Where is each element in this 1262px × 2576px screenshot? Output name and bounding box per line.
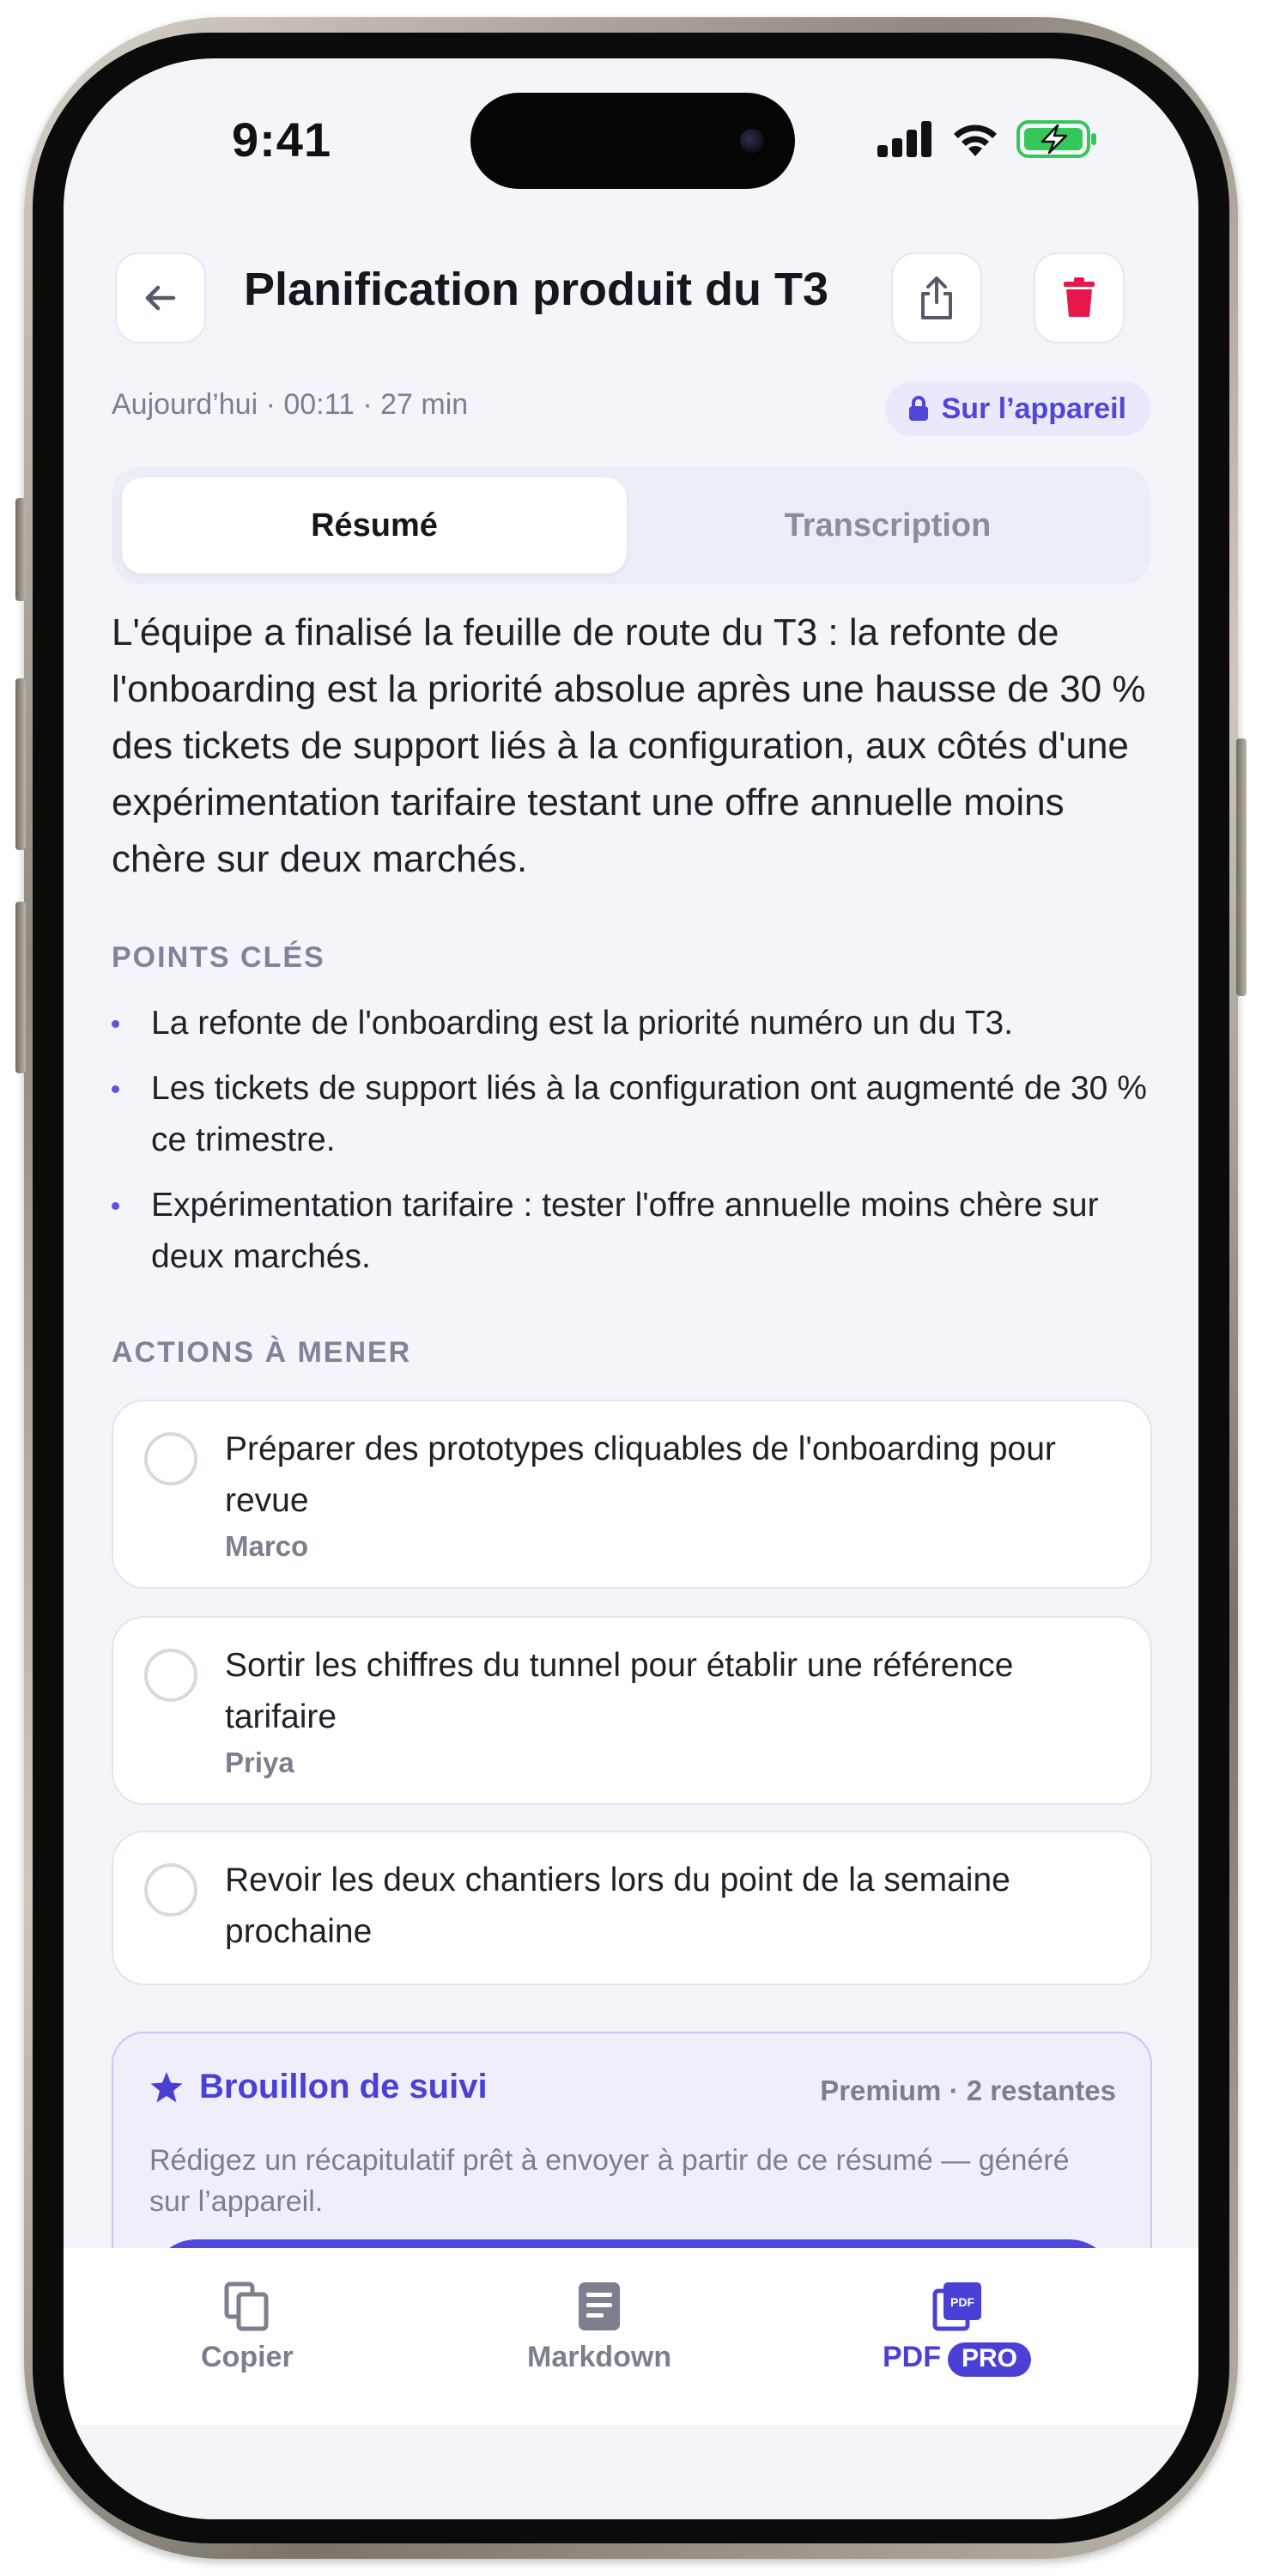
copy-label: Copier (201, 2341, 294, 2373)
markdown-button[interactable] (527, 2281, 671, 2374)
action-checkbox[interactable] (144, 1649, 197, 1702)
pdf-text: PDF (883, 2341, 941, 2373)
delete-button[interactable] (1034, 252, 1125, 343)
on-device-label: Sur l’appareil (941, 392, 1126, 425)
document-icon (577, 2281, 622, 2332)
share-icon (916, 275, 957, 321)
action-owner: Priya (225, 1747, 294, 1778)
action-owner: Marco (225, 1530, 309, 1562)
trash-icon (1062, 277, 1096, 319)
star-icon (149, 2070, 184, 2105)
share-button[interactable] (891, 252, 982, 343)
action-item (112, 1400, 1152, 1589)
key-point-text: La refonte de l'onboarding est la priorité numéro un du T3. (151, 1005, 1014, 1042)
action-text: Revoir les deux chantiers lors du point de la semaine prochaine (225, 1862, 1010, 1950)
volume-up-button (15, 678, 26, 850)
copy-icon (223, 2281, 271, 2332)
page-title: Planification produit du T3 (244, 264, 828, 315)
app-screen (64, 58, 1198, 2519)
list-item (112, 1063, 1159, 1166)
follow-up-draft-label: Brouillon de suivi (199, 2068, 488, 2105)
key-point-text: Expérimentation tarifaire : tester l'offre annuelle moins chère sur deux marchés. (151, 1187, 1099, 1275)
action-checkbox[interactable] (144, 1432, 197, 1485)
action-text: Préparer des prototypes cliquables de l'onboarding pour revue (225, 1431, 1056, 1519)
key-point-text: Les tickets de support liés à la configuration ont augmenté de 30 % ce trimestre. (151, 1070, 1147, 1158)
actions-heading: ACTIONS À MENER (112, 1336, 412, 1369)
pdf-label (883, 2341, 1031, 2377)
markdown-label: Markdown (527, 2341, 672, 2373)
status-time: 9:41 (232, 112, 332, 167)
on-device-badge (885, 381, 1150, 436)
front-camera (740, 129, 764, 153)
key-points-list (112, 998, 1159, 1297)
recording-meta: Aujourd’hui · 00:11 · 27 min (112, 388, 469, 421)
bullet-icon (112, 1202, 119, 1210)
arrow-left-icon (141, 278, 180, 318)
power-button (1236, 738, 1247, 996)
segmented-control (112, 467, 1150, 584)
pro-badge: PRO (948, 2342, 1031, 2377)
list-item (112, 998, 1159, 1049)
battery-charging-icon (1016, 120, 1097, 158)
copy-button[interactable] (201, 2281, 294, 2374)
svg-text:PDF: PDF (950, 2295, 974, 2309)
premium-quota: Premium · 2 restantes (820, 2075, 1116, 2106)
dynamic-island (470, 93, 795, 189)
pdf-button[interactable] (883, 2281, 1031, 2377)
list-item (112, 1180, 1159, 1283)
volume-down-button (15, 902, 26, 1073)
cellular-signal-icon (877, 121, 934, 157)
tab-summary[interactable]: Résumé (122, 477, 627, 574)
action-button (15, 498, 26, 601)
action-item (112, 1831, 1152, 1985)
wifi-icon (950, 120, 1001, 158)
tab-transcription[interactable]: Transcription (784, 507, 992, 544)
lock-icon (907, 395, 930, 422)
bullet-icon (112, 1020, 119, 1028)
follow-up-draft-title (149, 2068, 488, 2106)
action-item (112, 1616, 1152, 1805)
summary-text: L'équipe a finalisé la feuille de route du T3 : la refonte de l'onboarding est la priorité absolue après une hausse de 30 % des tickets de support liés à la configuration, aux côtés d'une expérimentation tarifaire testant une offre annuelle moins chère sur deux marchés. (112, 611, 1146, 880)
key-points-heading: POINTS CLÉS (112, 941, 325, 974)
status-icons (877, 120, 1097, 158)
pdf-icon (931, 2281, 983, 2332)
back-button[interactable] (115, 252, 206, 343)
home-indicator-zone (64, 2425, 1198, 2519)
action-checkbox[interactable] (144, 1863, 197, 1917)
action-text: Sortir les chiffres du tunnel pour établir une référence tarifaire (225, 1647, 1014, 1735)
follow-up-draft-description: Rédigez un récapitulatif prêt à envoyer à partir de ce résumé — généré sur l’appareil. (149, 2144, 1070, 2218)
bullet-icon (112, 1085, 119, 1093)
